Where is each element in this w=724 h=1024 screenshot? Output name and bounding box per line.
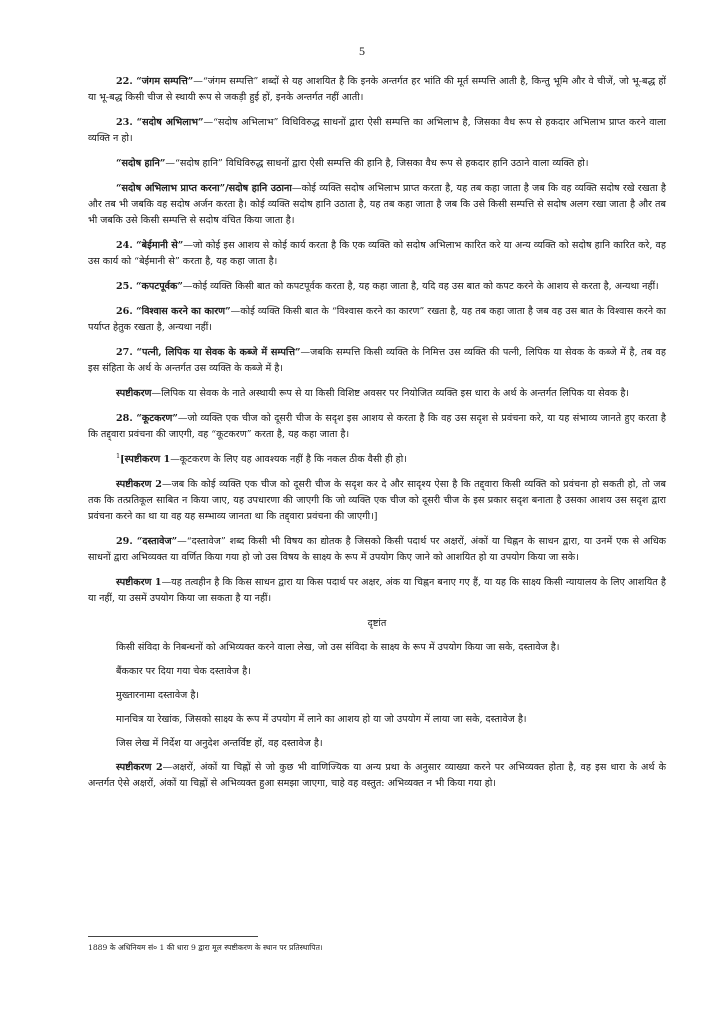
footnote-divider bbox=[88, 936, 258, 937]
illustration-item: जिस लेख में निर्देश या अनुदेश अन्तर्विष्ट हों, वह दस्तावेज है। bbox=[116, 738, 323, 749]
section-text: —जब कि कोई व्यक्ति एक चीज को दूसरी चीज के सदृश कर दे और सादृश्य ऐसा है कि तद्द्वारा किसी व्यक्ति को प्रवंचना हो सकती हो, तो जब तक कि तत्प्रतिकूल साबित न किया जाए, यह उपधारणा की जाएगी कि जो व्यक्ति एक चीज को दूसरी चीज के इस प्रकार सदृश बनाता है उसका आशय उस सदृश द्वारा प्रवंचना करने का था या वह यह सम्भाव्य जानता था कि तद्द्वारा प्रवंचना की जाएगी।] bbox=[88, 479, 667, 522]
section-25-kapatpurvak bbox=[88, 279, 666, 295]
section-label: स्पष्टीकरण 2 bbox=[116, 762, 163, 773]
section-26-vishwas-karne-ka-karan bbox=[88, 304, 666, 336]
section-text: —अक्षरों, अंकों या चिह्नों से जो कुछ भी वाणिज्यिक या अन्य प्रथा के अनुसार व्याख्या करने पर अभिव्यक्त होता है, वह इस धारा के अर्थ के अन्तर्गत ऐसे अक्षरों, अंकों या चिह्नों से अभिव्यक्त हुआ समझा जाएगा, चाहे वह वस्तुत: अभिव्यक्त न भी किया गया हो। bbox=[88, 762, 666, 789]
section-text: —जो व्यक्ति एक चीज को दूसरी चीज के सदृश इस आशय से करता है कि वह उस सदृश से प्रवंचना करे, या यह संभाव्य जानते हुए करता है कि तद्द्वारा प्रवंचना की जाएगी, वह “कूटकरण” करता है, यह कहा जाता है। bbox=[88, 413, 667, 440]
section-label: [स्पष्टीकरण 1 bbox=[120, 454, 171, 465]
section-text: —“सदोष हानि” विधिविरुद्ध साधनों द्वारा ऐसी सम्पत्ति की हानि है, जिसका वैध रूप से हकदार हानि उठाने वाला व्यक्ति हो। bbox=[165, 158, 589, 169]
section-text: —“जंगम सम्पत्ति” शब्दों से यह आशयित है कि इनके अन्तर्गत हर भांति की मूर्त सम्पत्ति आती है, किन्तु भूमि और वे चीजें, जो भू-बद्ध हों या भू-बद्ध किसी चीज से स्थायी रूप से जकड़ी हुई हों, इनके अन्तर्गत नहीं आती। bbox=[88, 76, 666, 103]
section-text: —कूटकरण के लिए यह आवश्यक नहीं है कि नकल ठीक वैसी ही हो। bbox=[170, 454, 407, 465]
section-label: स्पष्टीकरण bbox=[116, 388, 152, 399]
section-text: —“दस्तावेज” शब्द किसी भी विषय का द्योतक है जिसको किसी पदार्थ पर अक्षरों, अंकों या चिह्नन के साधन द्वारा, या उनमें एक से अधिक साधनों द्वारा अभिव्यक्त या वर्णित किया गया हो जो उस विषय के साक्ष्य के रूप में उपयोग किए जाने को आशयित हो या उपयोग किया जा सके। bbox=[88, 536, 666, 563]
section-label: 27. “पत्नी, लिपिक या सेवक के कब्जे में सम्पत्ति” bbox=[116, 347, 301, 358]
section-text: —जो कोई इस आशय से कोई कार्य करता है कि एक व्यक्ति को सदोष अभिलाभ कारित करे या अन्य व्यक्ति को सदोष हानि कारित करे, वह उस कार्य को “बेईमानी से” करता है, यह कहा जाता है। bbox=[88, 240, 666, 267]
section-27-explanation bbox=[88, 386, 666, 402]
section-label: 22. “जंगम सम्पत्ति” bbox=[116, 76, 194, 87]
section-text: —जबकि सम्पत्ति किसी व्यक्ति के निमित्त उस व्यक्ति की पत्नी, लिपिक या सेवक के कब्जे में है, तब वह इस संहिता के अर्थ के अन्तर्गत उस व्यक्ति के कब्जे में है। bbox=[88, 347, 666, 374]
footnote-text: 1889 के अधिनियम सं० 1 की धारा 9 द्वारा मूल स्पष्टीकरण के स्थान पर प्रतिस्थापित। bbox=[88, 943, 323, 952]
section-label: 23. “सदोष अभिलाभ” bbox=[116, 117, 204, 128]
section-label: स्पष्टीकरण 1 bbox=[116, 577, 162, 588]
section-28-kootkaran bbox=[88, 411, 666, 443]
section-text: —कोई व्यक्ति सदोष अभिलाभ प्राप्त करता है, यह तब कहा जाता है जब कि वह व्यक्ति सदोष रखे रखता है और तब भी जबकि वह सदोष अर्जन करता है। कोई व्यक्ति सदोष हानि उठाता है, यह तब कहा जाता है जब कि उसे किसी सम्पत्ति से सदोष अलग रखा जाता है और तब भी जबकि उसे किसी सम्पत्ति से सदोष वंचित किया जाता है। bbox=[88, 183, 667, 226]
section-29-dastavej bbox=[88, 534, 666, 566]
section-29-explanation-2 bbox=[88, 760, 666, 792]
illustration-item: मानचित्र या रेखांक, जिसको साक्ष्य के रूप में उपयोग में लाने का आशय हो या जो उपयोग में लाया जा सके, दस्तावेज है। bbox=[116, 714, 527, 725]
section-text: —“सदोष अभिलाभ” विधिविरुद्ध साधनों द्वारा ऐसी सम्पत्ति का अभिलाभ है, जिसका वैध रूप से हकदार अभिलाभ प्राप्त करने वाला व्यक्ति न हो। bbox=[88, 117, 667, 144]
document-body bbox=[88, 74, 666, 801]
section-text: —कोई व्यक्ति किसी बात के “विश्वास करने का कारण” रखता है, यह तब कहा जाता है जब वह उस बात के विश्वास करने का पर्याप्त हेतुक रखता है, अन्यथा नहीं। bbox=[88, 306, 667, 333]
section-text: —लिपिक या सेवक के नाते अस्थायी रूप से या किसी विशिष्ट अवसर पर नियोजित व्यक्ति इस धारा के अर्थ के अन्तर्गत लिपिक या सेवक है। bbox=[151, 388, 630, 399]
section-label: स्पष्टीकरण 2 bbox=[116, 479, 162, 490]
illustrations-heading: दृष्टांत bbox=[367, 618, 387, 629]
footnote bbox=[88, 942, 666, 953]
definition-sadosh-abhilabh-prapt-karna bbox=[88, 181, 666, 229]
section-label: “सदोष हानि” bbox=[116, 158, 166, 169]
section-text: —यह तत्वहीन है कि किस साधन द्वारा या किस पदार्थ पर अक्षर, अंक या चिह्नन बनाए गए हैं, या यह कि साक्ष्य किसी न्यायालय के लिए आशयित है या नहीं, या उसमें उपयोग किया जा सकता है या नहीं। bbox=[88, 577, 666, 604]
section-29-explanation-1 bbox=[88, 575, 666, 607]
definition-sadosh-hani bbox=[88, 156, 666, 172]
section-label: 26. “विश्वास करने का कारण” bbox=[116, 306, 231, 317]
page-number: 5 bbox=[359, 44, 365, 58]
illustration-item: बैंककार पर दिया गया चेक दस्तावेज है। bbox=[116, 666, 251, 677]
section-label: 28. “कूटकरण” bbox=[116, 413, 178, 424]
section-label: 29. “दस्तावेज” bbox=[116, 536, 178, 547]
illustration-item: किसी संविदा के निबन्धनों को अभिव्यक्त करने वाला लेख, जो उस संविदा के साक्ष्य के रूप में उपयोग किया जा सके, दस्तावेज है। bbox=[116, 642, 560, 653]
section-text: —कोई व्यक्ति किसी बात को कपटपूर्वक करता है, यह कहा जाता है, यदि वह उस बात को कपट करने के आशय से करता है, अन्यथा नहीं। bbox=[182, 281, 659, 292]
section-27-kabje-mein-sampatti bbox=[88, 345, 666, 377]
section-28-explanation-1 bbox=[88, 452, 666, 468]
section-24-beimani-se bbox=[88, 238, 666, 270]
section-label: “सदोष अभिलाभ प्राप्त करना”/सदोष हानि उठाना bbox=[116, 183, 292, 194]
footnote-marker: 1 bbox=[116, 451, 121, 460]
section-label: 25. “कपटपूर्वक” bbox=[116, 281, 183, 292]
section-22-jangam-sampatti bbox=[88, 74, 666, 106]
section-label: 24. “बेईमानी से” bbox=[116, 240, 184, 251]
section-23-sadosh-abhilabh bbox=[88, 115, 666, 147]
section-28-explanation-2 bbox=[88, 477, 666, 525]
illustration-item: मुख्तारनामा दस्तावेज है। bbox=[116, 690, 200, 701]
